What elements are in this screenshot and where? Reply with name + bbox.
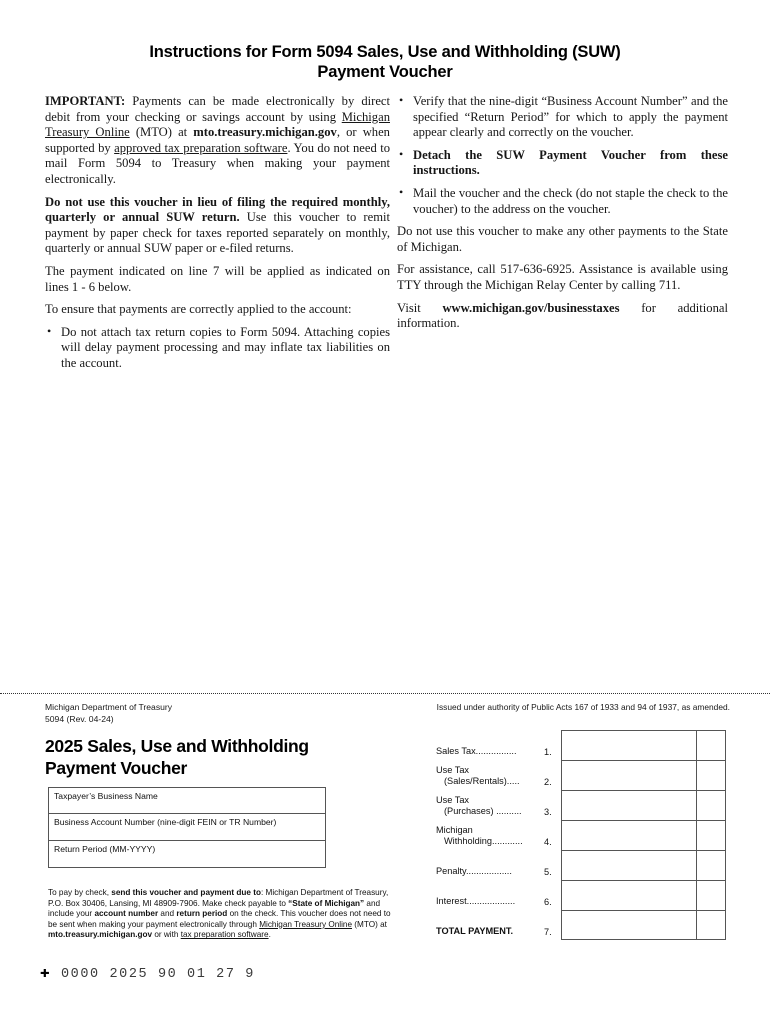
assistance-paragraph: For assistance, call 517-636-6925. Assistance is available using TTY through the Michigan Relay Center by calling 711.: [397, 262, 728, 292]
authority-line: Issued under authority of Public Acts 167 of 1933 and 94 of 1937, as amended.: [436, 702, 730, 712]
important-text-d: . You do not need to mail Form 5094 to Treasury when making your payment electronically.: [45, 140, 391, 186]
table-row: [436, 880, 726, 910]
mto-url: mto.treasury.michigan.gov: [193, 125, 337, 140]
voucher-barcode-line: [40, 962, 255, 982]
line-2-label-text: Use Tax: [436, 765, 470, 775]
pay-note-mto-link[interactable]: Michigan Treasury Online: [259, 919, 353, 929]
pay-note-e: and include your: [48, 898, 381, 919]
pay-note-mto-url: mto.treasury.michigan.gov: [48, 930, 153, 940]
right-bullet-2: [397, 148, 728, 179]
line-7-cents[interactable]: [697, 911, 725, 939]
line-1-label-text: Sales Tax................: [436, 746, 517, 756]
ensure-paragraph: To ensure that payments are correctly applied to the account:: [45, 302, 352, 317]
pay-note-i: on the check. This voucher does not need to be sent when making your payment electronically through: [48, 909, 391, 929]
line-6-label: [436, 896, 544, 910]
form-revision: 5094 (Rev. 04-24): [45, 713, 114, 724]
line-7-label: [436, 926, 544, 940]
table-row: [436, 910, 726, 940]
page-title-line1: Instructions for Form 5094 Sales, Use and Withholding (SUW): [149, 43, 621, 61]
voucher-title-line2: Payment Voucher: [45, 758, 188, 778]
payment-instructions-note: [48, 888, 400, 941]
line-4-cents[interactable]: [697, 821, 725, 850]
businesstaxes-url: www.michigan.gov/businesstaxes: [442, 300, 620, 315]
barcode-digits: 0000 2025 90 01 27 9: [60, 967, 255, 982]
voucher-field-boxes: [48, 787, 326, 868]
mto-link[interactable]: Michigan Treasury Online: [45, 109, 390, 140]
line-7-cell: [561, 910, 726, 940]
do-not-use-bold: Do not use this voucher in lieu of filing the required monthly, quarterly or annual SUW return.: [45, 194, 390, 225]
line-4-cell: [561, 820, 726, 850]
page-title-line2: Payment Voucher: [317, 63, 453, 81]
plus-icon: ✚: [40, 964, 52, 982]
pay-note-k: (MTO) at: [352, 919, 387, 929]
pay-note-m: or with: [152, 930, 181, 940]
table-row: [436, 820, 726, 850]
important-label: IMPORTANT:: [45, 94, 126, 108]
important-paragraph: [45, 94, 390, 188]
line-1-cents[interactable]: [697, 731, 725, 760]
line-3-number: 3.: [544, 807, 552, 817]
line-3-label-text: Use Tax: [436, 795, 470, 805]
pay-note-state-bold: “State of Michigan”: [288, 898, 365, 908]
line-3-cell: [561, 790, 726, 820]
visit-text-a: Visit: [397, 300, 443, 315]
return-period-field[interactable]: Return Period (MM-YYYY): [48, 841, 326, 868]
right-bullet-list: [397, 94, 728, 217]
pay-note-c: : Michigan Department of Treasury, P.O. Box 30406, Lansing, MI 48909-7906. Make check payable to: [48, 888, 389, 908]
instructions-left-column: [45, 94, 390, 379]
line-3-cents[interactable]: [697, 791, 725, 820]
payment-applied-paragraph: The payment indicated on line 7 will be applied as indicated on lines 1 - 6 below.: [45, 263, 390, 294]
line-3-label: [436, 795, 544, 820]
pay-note-a: To pay by check,: [48, 888, 112, 897]
important-text-c: , or when supported by: [45, 125, 390, 155]
line-4-number: 4.: [544, 837, 552, 847]
line-2-label: [436, 765, 544, 790]
important-text-b: (MTO) at: [129, 125, 194, 140]
other-payments-paragraph: Do not use this voucher to make any other payments to the State of Michigan.: [397, 224, 728, 254]
do-not-use-paragraph: [45, 195, 390, 257]
line-4-label-text2: Withholding............: [444, 836, 523, 846]
line-2-dollars[interactable]: [562, 761, 697, 790]
visit-paragraph: [397, 301, 728, 332]
line-5-cents[interactable]: [697, 851, 725, 880]
line-4-label: [436, 825, 544, 850]
detach-cut-line: [0, 693, 770, 694]
department-name: Michigan Department of Treasury: [45, 702, 173, 712]
line-1-number: 1.: [544, 747, 552, 757]
left-bullet-list: [45, 325, 390, 372]
instructions-right-column: [397, 94, 728, 339]
line-6-label-text: Interest...................: [436, 896, 516, 906]
department-line: [45, 702, 172, 725]
right-bullet-1: • Verify that the nine-digit “Business Account Number” and the specified “Return Period” for which to apply the payment appear clearly and correctly on the voucher.: [397, 94, 728, 141]
line-5-label-text: Penalty..................: [436, 866, 512, 876]
line-7-number: 7.: [544, 927, 552, 937]
line-6-dollars[interactable]: [562, 881, 697, 910]
line-5-label: [436, 866, 544, 880]
do-not-use-rest: Use this voucher to remit payment by paper check for taxes reported separately on monthly, quarterly or annual SUW paper or e-filed returns.: [45, 210, 390, 256]
taxpayer-business-name-field[interactable]: Taxpayer’s Business Name: [48, 787, 326, 814]
important-text-a: Payments can be made electronically by direct debit from your checking or savings account by using: [45, 94, 390, 124]
line-1-cell: [561, 730, 726, 760]
line-4-dollars[interactable]: [562, 821, 697, 850]
line-4-label-text: Michigan: [436, 825, 473, 835]
detach-voucher-bold: Detach the SUW Payment Voucher from these instructions.: [413, 147, 728, 178]
pay-note-g: and: [158, 909, 177, 919]
line-2-cell: [561, 760, 726, 790]
line-2-cents[interactable]: [697, 761, 725, 790]
visit-text-b: for additional information.: [397, 300, 728, 331]
line-5-number: 5.: [544, 867, 552, 877]
line-1-dollars[interactable]: [562, 731, 697, 760]
line-6-cents[interactable]: [697, 881, 725, 910]
pay-note-account-bold: account number: [94, 909, 159, 919]
voucher-title: [45, 735, 375, 779]
line-7-dollars[interactable]: [562, 911, 697, 939]
line-3-label-text2: (Purchases) ..........: [444, 806, 522, 816]
pay-note-send-bold: send this voucher and payment due to: [111, 888, 261, 897]
line-7-label-text: TOTAL PAYMENT.: [436, 926, 514, 936]
table-row: [436, 850, 726, 880]
line-5-dollars[interactable]: [562, 851, 697, 880]
table-row: [436, 760, 726, 790]
page-title: [45, 42, 725, 82]
line-2-number: 2.: [544, 777, 552, 787]
pay-note-period-bold: return period: [176, 909, 228, 919]
line-6-cell: [561, 880, 726, 910]
pay-note-o: .: [268, 930, 271, 940]
table-row: [436, 730, 726, 760]
line-6-number: 6.: [544, 897, 552, 907]
approved-software-link[interactable]: approved tax preparation software: [114, 140, 288, 155]
line-1-label: [436, 746, 544, 760]
pay-note-software-link[interactable]: tax preparation software: [180, 930, 269, 940]
payment-lines-table: [436, 730, 726, 940]
table-row: [436, 790, 726, 820]
line-5-cell: [561, 850, 726, 880]
left-bullet-1: • Do not attach tax return copies to Form 5094. Attaching copies will delay payment processing and may inflate tax liabilities on the account.: [45, 325, 390, 372]
right-bullet-3: • Mail the voucher and the check (do not staple the check to the voucher) to the address on the voucher.: [397, 186, 728, 217]
voucher-title-line1: 2025 Sales, Use and Withholding: [45, 736, 309, 756]
business-account-number-field[interactable]: Business Account Number (nine-digit FEIN or TR Number): [48, 814, 326, 841]
line-3-dollars[interactable]: [562, 791, 697, 820]
line-2-label-text2: (Sales/Rentals).....: [444, 776, 520, 786]
